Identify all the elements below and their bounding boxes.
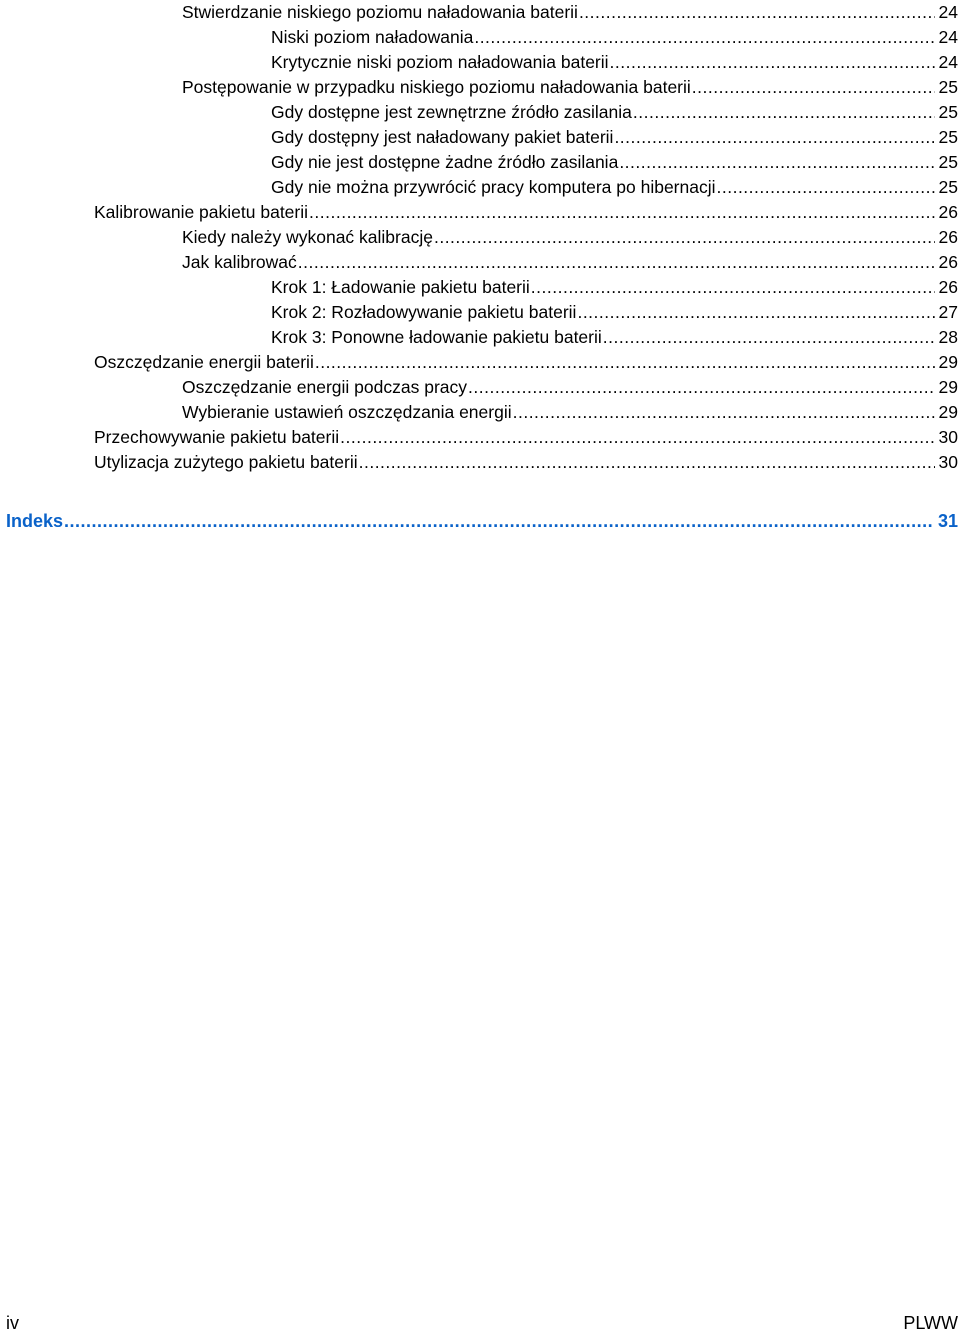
toc-entry-page: 24 <box>938 52 958 72</box>
toc-dot-leader <box>298 250 935 275</box>
toc-entry-title: Oszczędzanie energii baterii <box>94 352 314 372</box>
toc-entry-title: Stwierdzanie niskiego poziomu naładowania baterii <box>182 2 578 22</box>
toc-entry[interactable] <box>94 200 958 225</box>
toc-entry-page: 29 <box>938 377 958 397</box>
toc-entry-page: 24 <box>938 27 958 47</box>
toc-index-page: 31 <box>937 511 958 531</box>
toc-entry-title: Postępowanie w przypadku niskiego poziomu naładowania baterii <box>182 77 691 97</box>
toc-entry[interactable] <box>94 425 958 450</box>
toc-entry-title: Gdy dostępny jest naładowany pakiet baterii <box>271 127 614 147</box>
toc-entry-title: Krok 3: Ponowne ładowanie pakietu baterii <box>271 327 602 347</box>
toc-entry-page: 26 <box>938 277 958 297</box>
toc-entry-page: 30 <box>938 452 958 472</box>
toc-entry[interactable] <box>94 350 958 375</box>
toc-entry[interactable] <box>271 125 958 150</box>
toc-dot-leader <box>434 225 935 250</box>
toc-entry-index[interactable] <box>6 509 958 534</box>
toc-entry-page: 29 <box>938 352 958 372</box>
toc-entry-title: Jak kalibrować <box>182 252 297 272</box>
toc-entry[interactable] <box>182 75 958 100</box>
toc-entry-page: 28 <box>938 327 958 347</box>
toc-entry[interactable] <box>182 375 958 400</box>
toc-entry-title: Przechowywanie pakietu baterii <box>94 427 340 447</box>
toc-entry-title: Gdy nie można przywrócić pracy komputera po hibernacji <box>271 177 716 197</box>
toc-entry-page: 25 <box>938 127 958 147</box>
toc-entry-page: 27 <box>938 302 958 322</box>
toc-entry-page: 26 <box>938 252 958 272</box>
toc-entry-title: Utylizacja zużytego pakietu baterii <box>94 452 358 472</box>
toc-entry-page: 25 <box>938 177 958 197</box>
toc-entry-title: Wybieranie ustawień oszczędzania energii <box>182 402 512 422</box>
toc-entry[interactable] <box>182 225 958 250</box>
toc-entry[interactable] <box>94 450 958 475</box>
toc-dot-leader <box>579 0 935 25</box>
toc-entry-title: Krok 1: Ładowanie pakietu baterii <box>271 277 530 297</box>
toc-index-title: Indeks <box>6 511 64 531</box>
toc-entry[interactable] <box>271 275 958 300</box>
toc-entry-title: Krok 2: Rozładowywanie pakietu baterii <box>271 302 577 322</box>
toc-entry[interactable] <box>182 400 958 425</box>
toc-entry[interactable] <box>271 50 958 75</box>
toc-entry[interactable] <box>271 25 958 50</box>
toc-dot-leader <box>309 200 935 225</box>
toc-dot-leader <box>531 275 935 300</box>
toc-dot-leader <box>64 509 934 534</box>
toc-dot-leader <box>359 450 935 475</box>
toc-entry[interactable] <box>271 150 958 175</box>
toc-entry[interactable] <box>271 300 958 325</box>
footer-page-number: iv <box>6 1313 19 1333</box>
toc-entry-title: Gdy dostępne jest zewnętrzne źródło zasilania <box>271 102 632 122</box>
toc-entry-page: 30 <box>938 427 958 447</box>
toc-dot-leader <box>717 175 935 200</box>
toc-entry[interactable] <box>271 175 958 200</box>
toc-dot-leader <box>614 125 934 150</box>
toc-dot-leader <box>633 100 935 125</box>
toc-entry[interactable] <box>182 250 958 275</box>
toc-entry-title: Kiedy należy wykonać kalibrację <box>182 227 433 247</box>
toc-entry-title: Oszczędzanie energii podczas pracy <box>182 377 468 397</box>
toc-entry-page: 25 <box>938 152 958 172</box>
toc-entry-page: 26 <box>938 227 958 247</box>
toc-entry-page: 25 <box>938 77 958 97</box>
toc-entry-title: Gdy nie jest dostępne żadne źródło zasilania <box>271 152 619 172</box>
toc-entry-page: 26 <box>938 202 958 222</box>
toc-dot-leader <box>610 50 935 75</box>
toc-dot-leader <box>692 75 935 100</box>
toc-dot-leader <box>619 150 934 175</box>
toc-entry-page: 24 <box>938 2 958 22</box>
toc-entry[interactable] <box>271 325 958 350</box>
toc-entry-page: 29 <box>938 402 958 422</box>
toc-entry-title: Niski poziom naładowania <box>271 27 474 47</box>
toc-entry-page: 25 <box>938 102 958 122</box>
toc-dot-leader <box>315 350 935 375</box>
toc-dot-leader <box>474 25 934 50</box>
toc-dot-leader <box>468 375 935 400</box>
toc-dot-leader <box>603 325 935 350</box>
toc-entry[interactable] <box>271 100 958 125</box>
toc-dot-leader <box>577 300 934 325</box>
toc-entry[interactable] <box>182 0 958 25</box>
toc-entry-title: Krytycznie niski poziom naładowania baterii <box>271 52 609 72</box>
footer-locale-code: PLWW <box>903 1313 958 1333</box>
toc-dot-leader <box>513 400 935 425</box>
toc-entry-title: Kalibrowanie pakietu baterii <box>94 202 309 222</box>
toc-dot-leader <box>340 425 934 450</box>
